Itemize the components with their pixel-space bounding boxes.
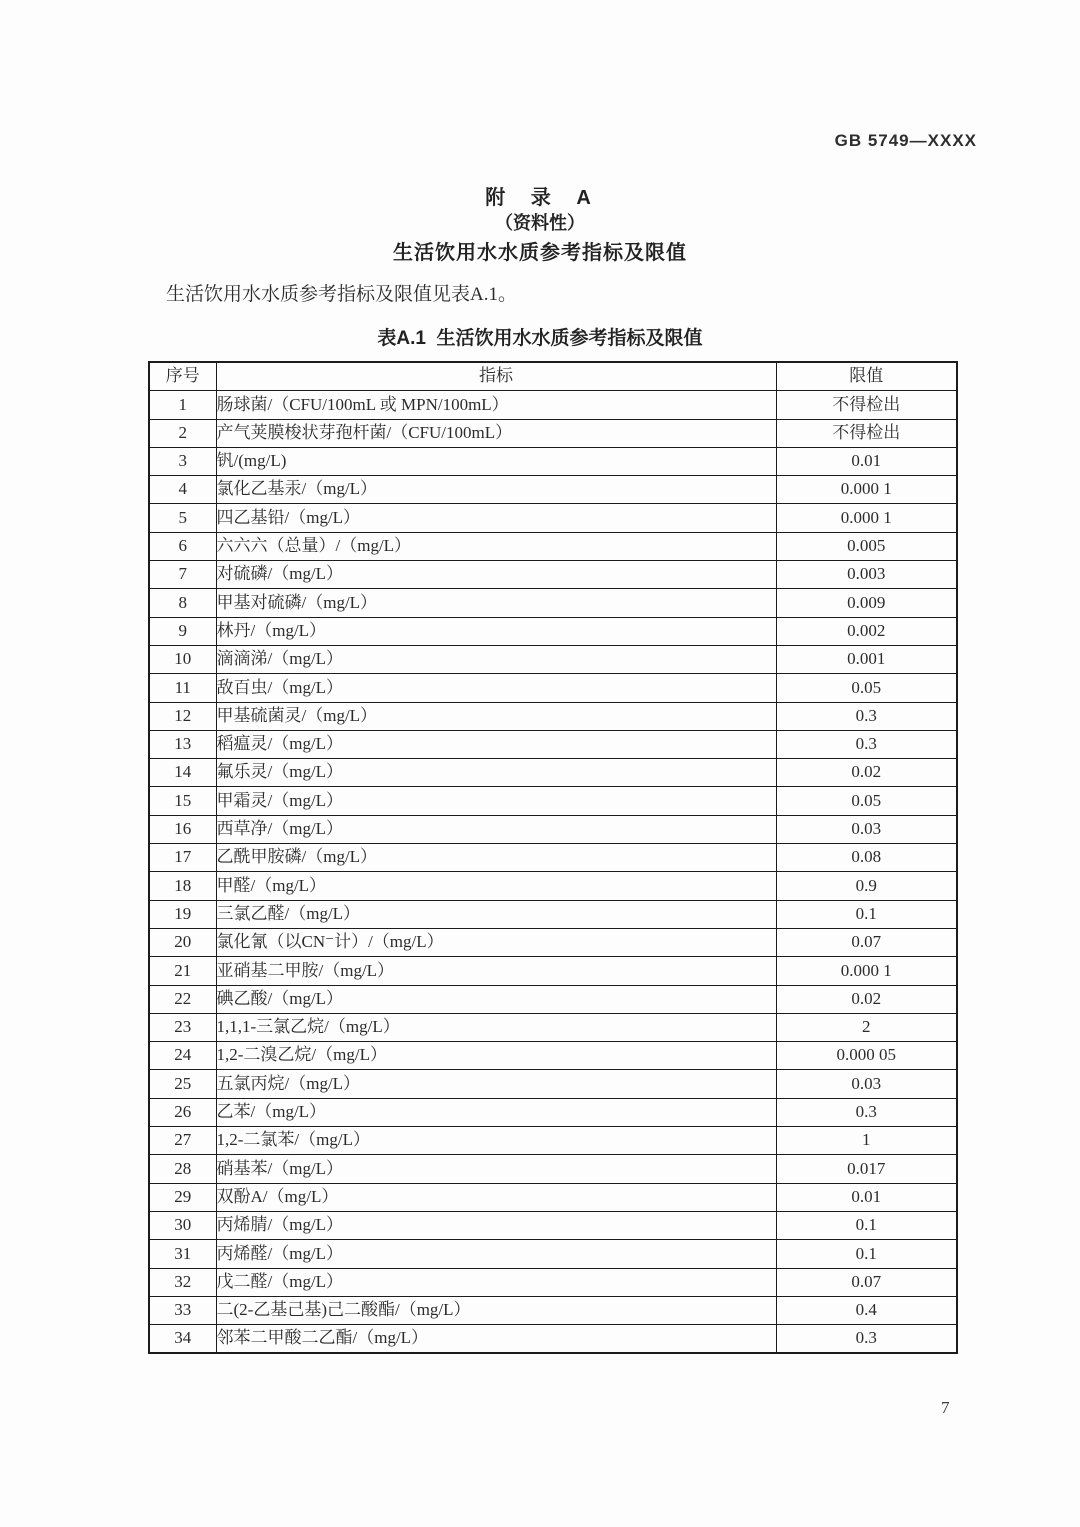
row-index: 17 <box>149 844 216 872</box>
limit-value: 0.01 <box>776 1183 957 1211</box>
indicator-name: 亚硝基二甲胺/（mg/L） <box>216 957 776 985</box>
indicator-name: 甲霜灵/（mg/L） <box>216 787 776 815</box>
row-index: 6 <box>149 532 216 560</box>
table-row <box>149 1042 957 1070</box>
row-index: 22 <box>149 985 216 1013</box>
limit-value: 2 <box>776 1013 957 1041</box>
limit-value: 0.017 <box>776 1155 957 1183</box>
limit-value: 0.3 <box>776 1098 957 1126</box>
row-index: 23 <box>149 1013 216 1041</box>
row-index: 2 <box>149 419 216 447</box>
row-index: 20 <box>149 928 216 956</box>
indicator-name: 1,2-二溴乙烷/（mg/L） <box>216 1042 776 1070</box>
row-index: 13 <box>149 730 216 758</box>
limit-value: 0.000 1 <box>776 504 957 532</box>
row-index: 21 <box>149 957 216 985</box>
row-index: 31 <box>149 1240 216 1268</box>
row-index: 3 <box>149 447 216 475</box>
limit-value: 0.3 <box>776 702 957 730</box>
table-row <box>149 815 957 843</box>
table-row <box>149 900 957 928</box>
limit-value: 0.03 <box>776 815 957 843</box>
limit-value: 1 <box>776 1127 957 1155</box>
indicator-name: 甲醛/（mg/L） <box>216 872 776 900</box>
table-row <box>149 504 957 532</box>
indicator-name: 戊二醛/（mg/L） <box>216 1268 776 1296</box>
indicator-name: 产气荚膜梭状芽孢杆菌/（CFU/100mL） <box>216 419 776 447</box>
row-index: 27 <box>149 1127 216 1155</box>
indicator-name: 西草净/（mg/L） <box>216 815 776 843</box>
indicator-name: 丙烯腈/（mg/L） <box>216 1211 776 1239</box>
table-row <box>149 844 957 872</box>
table-row <box>149 476 957 504</box>
appendix-heading: 生活饮用水水质参考指标及限值 <box>393 242 687 264</box>
row-index: 24 <box>149 1042 216 1070</box>
appendix-title: 附 录 A <box>485 187 595 209</box>
table-header-row <box>149 362 957 391</box>
row-index: 16 <box>149 815 216 843</box>
row-index: 7 <box>149 561 216 589</box>
row-index: 12 <box>149 702 216 730</box>
limit-value: 0.9 <box>776 872 957 900</box>
row-index: 11 <box>149 674 216 702</box>
table-row <box>149 702 957 730</box>
indicator-name: 氯化乙基汞/（mg/L） <box>216 476 776 504</box>
row-index: 1 <box>149 391 216 419</box>
limit-value: 0.009 <box>776 589 957 617</box>
row-index: 19 <box>149 900 216 928</box>
indicator-name: 乙酰甲胺磷/（mg/L） <box>216 844 776 872</box>
table-row <box>149 1013 957 1041</box>
row-index: 18 <box>149 872 216 900</box>
indicator-name: 二(2-乙基己基)己二酸酯/（mg/L） <box>216 1296 776 1324</box>
limit-value: 0.05 <box>776 787 957 815</box>
indicator-name: 甲基硫菌灵/（mg/L） <box>216 702 776 730</box>
indicator-name: 六六六（总量）/（mg/L） <box>216 532 776 560</box>
limit-value: 0.4 <box>776 1296 957 1324</box>
indicator-name: 氯化氰（以CN⁻计）/（mg/L） <box>216 928 776 956</box>
table-row <box>149 1268 957 1296</box>
table-row <box>149 1127 957 1155</box>
table-row <box>149 985 957 1013</box>
limit-value: 0.01 <box>776 447 957 475</box>
row-index: 15 <box>149 787 216 815</box>
indicator-name: 双酚A/（mg/L） <box>216 1183 776 1211</box>
limit-value: 0.1 <box>776 1240 957 1268</box>
table-row <box>149 617 957 645</box>
water-quality-limits-table <box>148 361 958 1354</box>
table-row <box>149 1155 957 1183</box>
indicator-name: 四乙基铅/（mg/L） <box>216 504 776 532</box>
limit-value: 0.07 <box>776 1268 957 1296</box>
indicator-name: 邻苯二甲酸二乙酯/（mg/L） <box>216 1325 776 1354</box>
table-row <box>149 674 957 702</box>
limit-value: 0.000 1 <box>776 476 957 504</box>
table-row <box>149 1183 957 1211</box>
table-row <box>149 1325 957 1354</box>
row-index: 25 <box>149 1070 216 1098</box>
limit-value: 不得检出 <box>776 391 957 419</box>
table-row <box>149 759 957 787</box>
row-index: 32 <box>149 1268 216 1296</box>
indicator-name: 三氯乙醛/（mg/L） <box>216 900 776 928</box>
row-index: 8 <box>149 589 216 617</box>
limit-value: 0.001 <box>776 645 957 673</box>
limit-value: 0.005 <box>776 532 957 560</box>
limit-value: 0.3 <box>776 1325 957 1354</box>
appendix-subtitle: （资料性） <box>495 213 585 233</box>
row-index: 30 <box>149 1211 216 1239</box>
column-header-indicator: 指标 <box>216 362 776 391</box>
table-row <box>149 730 957 758</box>
row-index: 14 <box>149 759 216 787</box>
indicator-name: 乙苯/（mg/L） <box>216 1098 776 1126</box>
table-row <box>149 532 957 560</box>
table-row <box>149 928 957 956</box>
table-row <box>149 645 957 673</box>
row-index: 26 <box>149 1098 216 1126</box>
indicator-name: 碘乙酸/（mg/L） <box>216 985 776 1013</box>
table-row <box>149 561 957 589</box>
table-row <box>149 1240 957 1268</box>
indicator-name: 稻瘟灵/（mg/L） <box>216 730 776 758</box>
indicator-name: 氟乐灵/（mg/L） <box>216 759 776 787</box>
limit-value: 0.000 05 <box>776 1042 957 1070</box>
indicator-name: 肠球菌/（CFU/100mL 或 MPN/100mL） <box>216 391 776 419</box>
table-row <box>149 1211 957 1239</box>
limit-value: 0.08 <box>776 844 957 872</box>
limit-value: 不得检出 <box>776 419 957 447</box>
table-row <box>149 1296 957 1324</box>
table-row <box>149 589 957 617</box>
table-row <box>149 787 957 815</box>
table-row <box>149 419 957 447</box>
indicator-name: 林丹/（mg/L） <box>216 617 776 645</box>
row-index: 28 <box>149 1155 216 1183</box>
indicator-name: 敌百虫/（mg/L） <box>216 674 776 702</box>
indicator-name: 钒/(mg/L) <box>216 447 776 475</box>
row-index: 5 <box>149 504 216 532</box>
column-header-index: 序号 <box>149 362 216 391</box>
limit-value: 0.07 <box>776 928 957 956</box>
table-row <box>149 957 957 985</box>
indicator-name: 甲基对硫磷/（mg/L） <box>216 589 776 617</box>
table-row <box>149 1070 957 1098</box>
indicator-name: 丙烯醛/（mg/L） <box>216 1240 776 1268</box>
table-row <box>149 447 957 475</box>
limit-value: 0.05 <box>776 674 957 702</box>
indicator-name: 对硫磷/（mg/L） <box>216 561 776 589</box>
row-index: 34 <box>149 1325 216 1354</box>
limit-value: 0.1 <box>776 1211 957 1239</box>
row-index: 33 <box>149 1296 216 1324</box>
limit-value: 0.1 <box>776 900 957 928</box>
row-index: 29 <box>149 1183 216 1211</box>
limit-value: 0.3 <box>776 730 957 758</box>
limit-value: 0.02 <box>776 759 957 787</box>
table-row <box>149 391 957 419</box>
table-row <box>149 872 957 900</box>
indicator-name: 五氯丙烷/（mg/L） <box>216 1070 776 1098</box>
limit-value: 0.02 <box>776 985 957 1013</box>
standard-number: GB 5749—XXXX <box>834 131 977 150</box>
limit-value: 0.002 <box>776 617 957 645</box>
limit-value: 0.003 <box>776 561 957 589</box>
indicator-name: 滴滴涕/（mg/L） <box>216 645 776 673</box>
row-index: 10 <box>149 645 216 673</box>
table-caption: 表A.1 生活饮用水水质参考指标及限值 <box>377 328 703 349</box>
indicator-name: 1,1,1-三氯乙烷/（mg/L） <box>216 1013 776 1041</box>
indicator-name: 1,2-二氯苯/（mg/L） <box>216 1127 776 1155</box>
column-header-limit: 限值 <box>776 362 957 391</box>
row-index: 9 <box>149 617 216 645</box>
page-number: 7 <box>941 1398 950 1417</box>
limit-value: 0.000 1 <box>776 957 957 985</box>
intro-paragraph: 生活饮用水水质参考指标及限值见表A.1。 <box>166 284 517 305</box>
limit-value: 0.03 <box>776 1070 957 1098</box>
table-row <box>149 1098 957 1126</box>
row-index: 4 <box>149 476 216 504</box>
indicator-name: 硝基苯/（mg/L） <box>216 1155 776 1183</box>
